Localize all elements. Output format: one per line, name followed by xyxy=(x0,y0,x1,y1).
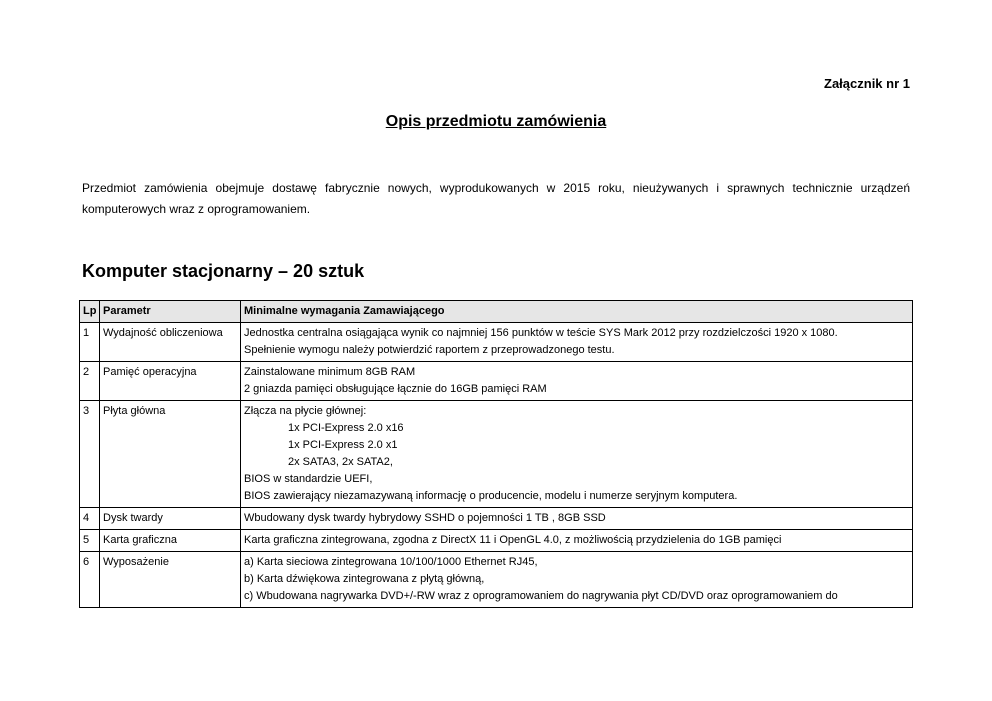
table-row xyxy=(80,508,913,530)
row-number: 1 xyxy=(80,323,100,362)
requirement-line: b) Karta dźwiękowa zintegrowana z płytą główną, xyxy=(244,573,485,585)
row-parameter: Wydajność obliczeniowa xyxy=(100,323,241,362)
row-requirements xyxy=(241,552,913,608)
requirement-line: c) Wbudowana nagrywarka DVD+/-RW wraz z oprogramowaniem do nagrywania płyt CD/DVD oraz oprogramowaniem do xyxy=(244,590,838,602)
requirement-line: 1x PCI-Express 2.0 x16 xyxy=(288,422,404,434)
requirement-line: BIOS w standardzie UEFI, xyxy=(244,473,373,485)
requirement-line: 2x SATA3, 2x SATA2, xyxy=(288,456,393,468)
header-lp: Lp xyxy=(80,301,100,323)
requirement-line: 2 gniazda pamięci obsługujące łącznie do 16GB pamięci RAM xyxy=(244,383,547,395)
requirement-line: BIOS zawierający niezamazywaną informację o producencie, modelu i numerze seryjnym komputera. xyxy=(244,490,738,502)
row-parameter: Płyta główna xyxy=(100,401,241,508)
annex-label: Załącznik nr 1 xyxy=(824,76,910,91)
row-requirements xyxy=(241,401,913,508)
header-param: Parametr xyxy=(100,301,241,323)
table-header-row xyxy=(80,301,913,323)
document-title: Opis przedmiotu zamówienia xyxy=(385,113,607,130)
row-requirements xyxy=(241,530,913,552)
row-parameter: Wyposażenie xyxy=(100,552,241,608)
row-requirements xyxy=(241,508,913,530)
section-heading: Komputer stacjonarny – 20 sztuk xyxy=(82,261,365,281)
row-number: 6 xyxy=(80,552,100,608)
row-number: 2 xyxy=(80,362,100,401)
table-row xyxy=(80,552,913,608)
requirement-line: Wbudowany dysk twardy hybrydowy SSHD o pojemności 1 TB , 8GB SSD xyxy=(244,512,606,524)
row-parameter: Dysk twardy xyxy=(100,508,241,530)
requirement-line: a) Karta sieciowa zintegrowana 10/100/1000 Ethernet RJ45, xyxy=(244,556,538,568)
requirement-line: 1x PCI-Express 2.0 x1 xyxy=(288,439,398,451)
row-requirements xyxy=(241,362,913,401)
header-requirements: Minimalne wymagania Zamawiającego xyxy=(241,301,913,323)
row-number: 5 xyxy=(80,530,100,552)
table-row xyxy=(80,362,913,401)
requirement-line: Zainstalowane minimum 8GB RAM xyxy=(244,366,416,378)
row-parameter: Karta graficzna xyxy=(100,530,241,552)
requirements-table xyxy=(79,300,913,608)
requirement-line: Złącza na płycie głównej: xyxy=(244,405,367,417)
table-row xyxy=(80,401,913,508)
requirement-line: Spełnienie wymogu należy potwierdzić raportem z przeprowadzonego testu. xyxy=(244,344,615,356)
requirement-line: Jednostka centralna osiągająca wynik co najmniej 156 punktów w teście SYS Mark 2012 przy rozdzielczości 1920 x 1080. xyxy=(244,327,838,339)
row-requirements xyxy=(241,323,913,362)
requirement-line: Karta graficzna zintegrowana, zgodna z DirectX 11 i OpenGL 4.0, z możliwością przydzielenia do 1GB pamięci xyxy=(244,534,782,546)
intro-paragraph: Przedmiot zamówienia obejmuje dostawę fabrycznie nowych, wyprodukowanych w 2015 roku, nieużywanych i sprawnych technicznie urządzeń komputerowych wraz z oprogramowaniem. xyxy=(82,181,910,216)
row-number: 3 xyxy=(80,401,100,508)
table-row xyxy=(80,530,913,552)
row-parameter: Pamięć operacyjna xyxy=(100,362,241,401)
table-row xyxy=(80,323,913,362)
row-number: 4 xyxy=(80,508,100,530)
